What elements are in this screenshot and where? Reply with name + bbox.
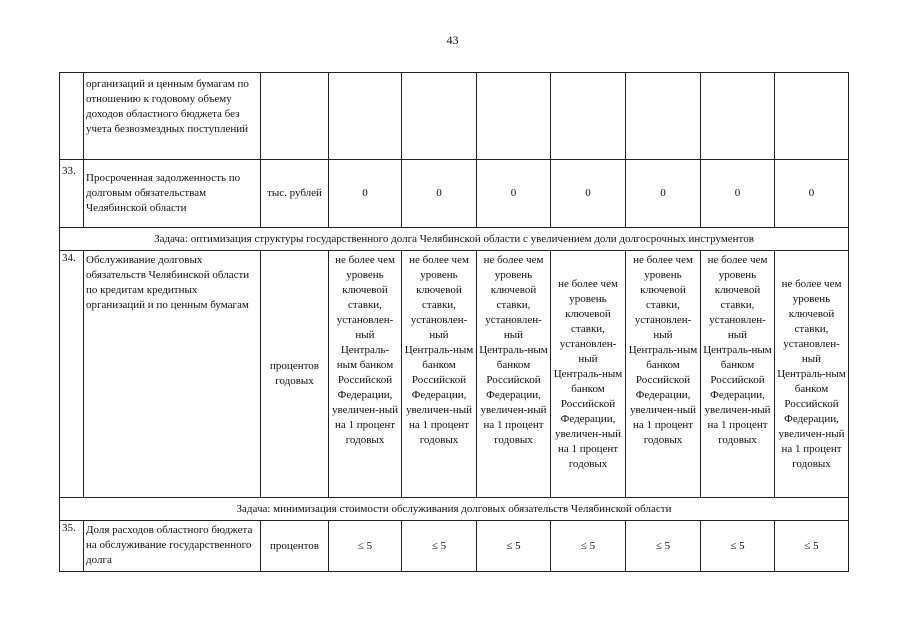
value-cell: ≤ 5 [477,521,551,572]
value-cell: ≤ 5 [402,521,477,572]
indicator-name: организаций и ценным бумагам по отношению к годовому объему доходов областного бюджета без учета безвозмездных поступлений [84,73,261,160]
value-cell: ≤ 5 [626,521,701,572]
value-cell: 0 [402,160,477,228]
row-number: 33. [60,160,84,228]
indicators-table [59,72,849,572]
value-cell: не более чем уровень ключевой ставки, установлен-ный Централь-ным банком Российской Федерации, увеличен-ный на 1 процент годовых [701,251,775,498]
unit-cell: процентов годовых [261,251,329,498]
value-cell: ≤ 5 [551,521,626,572]
value-cell: ≤ 5 [329,521,402,572]
value-cell: ≤ 5 [775,521,849,572]
value-cell [775,73,849,160]
value-cell [626,73,701,160]
value-cell: не более чем уровень ключевой ставки, установлен-ный Централь-ным банком Российской Федерации, увеличен-ный на 1 процент годовых [775,251,849,498]
value-cell [477,73,551,160]
task-row [60,228,849,251]
row-number-cell [60,73,84,160]
indicator-name: Обслуживание долговых обязательств Челябинской области по кредитам кредитных организаций и по ценным бумагам [84,251,261,498]
value-cell: 0 [701,160,775,228]
value-cell: 0 [329,160,402,228]
table-row-35 [60,521,849,572]
row-number: 34. [60,251,84,498]
value-cell: не более чем уровень ключевой ставки, установлен-ный Централь-ным банком Российской Федерации, увеличен-ный на 1 процент годовых [626,251,701,498]
task-heading: Задача: оптимизация структуры государственного долга Челябинской области с увеличением доли долгосрочных инструментов [60,228,849,251]
value-cell: не более чем уровень ключевой ставки, установлен-ный Централь-ным банком Российской Федерации, увеличен-ный на 1 процент годовых [551,251,626,498]
value-cell [551,73,626,160]
task-heading: Задача: минимизация стоимости обслуживания долговых обязательств Челябинской области [60,498,849,521]
unit-cell: процентов [261,521,329,572]
value-cell: не более чем уровень ключевой ставки, установлен-ный Централь-ным банком Российской Федерации, увеличен-ный на 1 процент годовых [477,251,551,498]
table-row-continuation [60,73,849,160]
indicator-name: Доля расходов областного бюджета на обслуживание государственного долга [84,521,261,572]
value-cell: 0 [775,160,849,228]
indicator-name: Просроченная задолженность по долговым обязательствам Челябинской области [84,160,261,228]
value-cell: ≤ 5 [701,521,775,572]
value-cell: не более чем уровень ключевой ставки, установлен-ный Централь-ным банком Российской Федерации, увеличен-ный на 1 процент годовых [329,251,402,498]
page-number: 43 [446,33,459,47]
task-row [60,498,849,521]
value-cell [701,73,775,160]
value-cell [402,73,477,160]
unit-cell: тыс. рублей [261,160,329,228]
value-cell [329,73,402,160]
table-row-33 [60,160,849,228]
row-number: 35. [60,521,84,572]
table-row-34 [60,251,849,498]
value-cell: 0 [477,160,551,228]
value-cell: 0 [626,160,701,228]
unit-cell [261,73,329,160]
value-cell: не более чем уровень ключевой ставки, установлен-ный Централь-ным банком Российской Федерации, увеличен-ный на 1 процент годовых [402,251,477,498]
value-cell: 0 [551,160,626,228]
